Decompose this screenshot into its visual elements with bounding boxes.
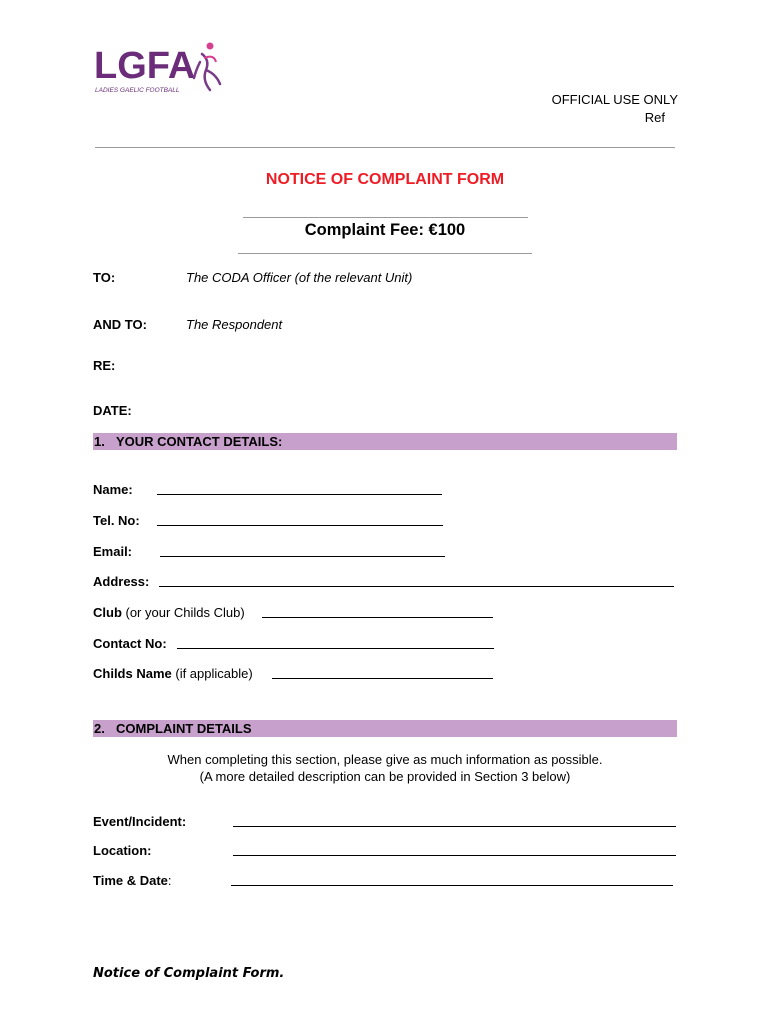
section-1-title: YOUR CONTACT DETAILS:	[116, 434, 283, 449]
tel-label: Tel. No:	[93, 513, 140, 528]
address-label: Address:	[93, 574, 150, 589]
location-label: Location:	[93, 843, 152, 858]
name-field[interactable]	[157, 482, 442, 495]
club-row	[93, 605, 245, 620]
tel-row	[93, 513, 140, 528]
location-row	[93, 843, 152, 858]
event-row	[93, 814, 186, 829]
location-field[interactable]	[233, 843, 676, 856]
date-label: DATE:	[93, 403, 132, 418]
and-to-label: AND TO:	[93, 317, 147, 332]
section-2-number: 2.	[94, 721, 105, 736]
time-date-row	[93, 873, 172, 888]
event-label: Event/Incident:	[93, 814, 187, 829]
form-title: NOTICE OF COMPLAINT FORM	[265, 171, 505, 188]
club-field[interactable]	[262, 605, 493, 618]
footer-text: Notice of Complaint Form.	[93, 966, 285, 981]
and-to-value: The Respondent	[186, 317, 283, 332]
section-1-number: 1.	[94, 434, 105, 449]
address-row	[93, 574, 149, 589]
to-label: TO:	[93, 270, 116, 285]
name-row	[93, 482, 133, 497]
email-label: Email:	[93, 544, 133, 559]
contact-label: Contact No:	[93, 636, 167, 651]
section-2-header	[93, 720, 677, 737]
time-date-label: Time & Date	[93, 873, 168, 888]
email-field[interactable]	[160, 544, 445, 557]
childs-name-field[interactable]	[272, 666, 493, 679]
logo-subtext: LADIES GAELIC FOOTBALL	[95, 87, 180, 94]
childs-name-label: Childs Name	[93, 666, 172, 681]
event-field[interactable]	[233, 814, 676, 827]
name-label: Name:	[93, 482, 133, 497]
to-value: The CODA Officer (of the relevant Unit)	[186, 270, 413, 285]
ref-label: Ref	[644, 110, 665, 125]
club-label: Club	[93, 605, 122, 620]
logo-text: LGFA	[94, 45, 196, 87]
childs-name-note: (if applicable)	[171, 666, 253, 681]
fee-top-rule	[243, 217, 528, 218]
tel-field[interactable]	[157, 513, 443, 526]
instructions-line-1: When completing this section, please give as much information as possible.	[167, 752, 603, 767]
childs-name-row	[93, 666, 253, 681]
contact-field[interactable]	[177, 636, 494, 649]
club-label-note: (or your Childs Club)	[121, 605, 245, 620]
address-field[interactable]	[159, 574, 674, 587]
section-2-title: COMPLAINT DETAILS	[116, 721, 252, 736]
complaint-fee: Complaint Fee: €100	[304, 221, 466, 239]
header-divider	[95, 147, 675, 148]
official-use-label: OFFICIAL USE ONLY	[551, 92, 678, 107]
time-date-field[interactable]	[231, 873, 673, 886]
time-date-colon: :	[167, 873, 172, 888]
re-label: RE:	[93, 358, 116, 373]
section-1-header	[93, 433, 677, 450]
section-2-instructions	[0, 751, 770, 785]
lgfa-logo	[92, 40, 226, 102]
official-use-block	[520, 91, 678, 127]
email-row	[93, 544, 132, 559]
instructions-line-2: (A more detailed description can be provided in Section 3 below)	[199, 769, 571, 784]
fee-bottom-rule	[238, 253, 532, 254]
contact-row	[93, 636, 167, 651]
